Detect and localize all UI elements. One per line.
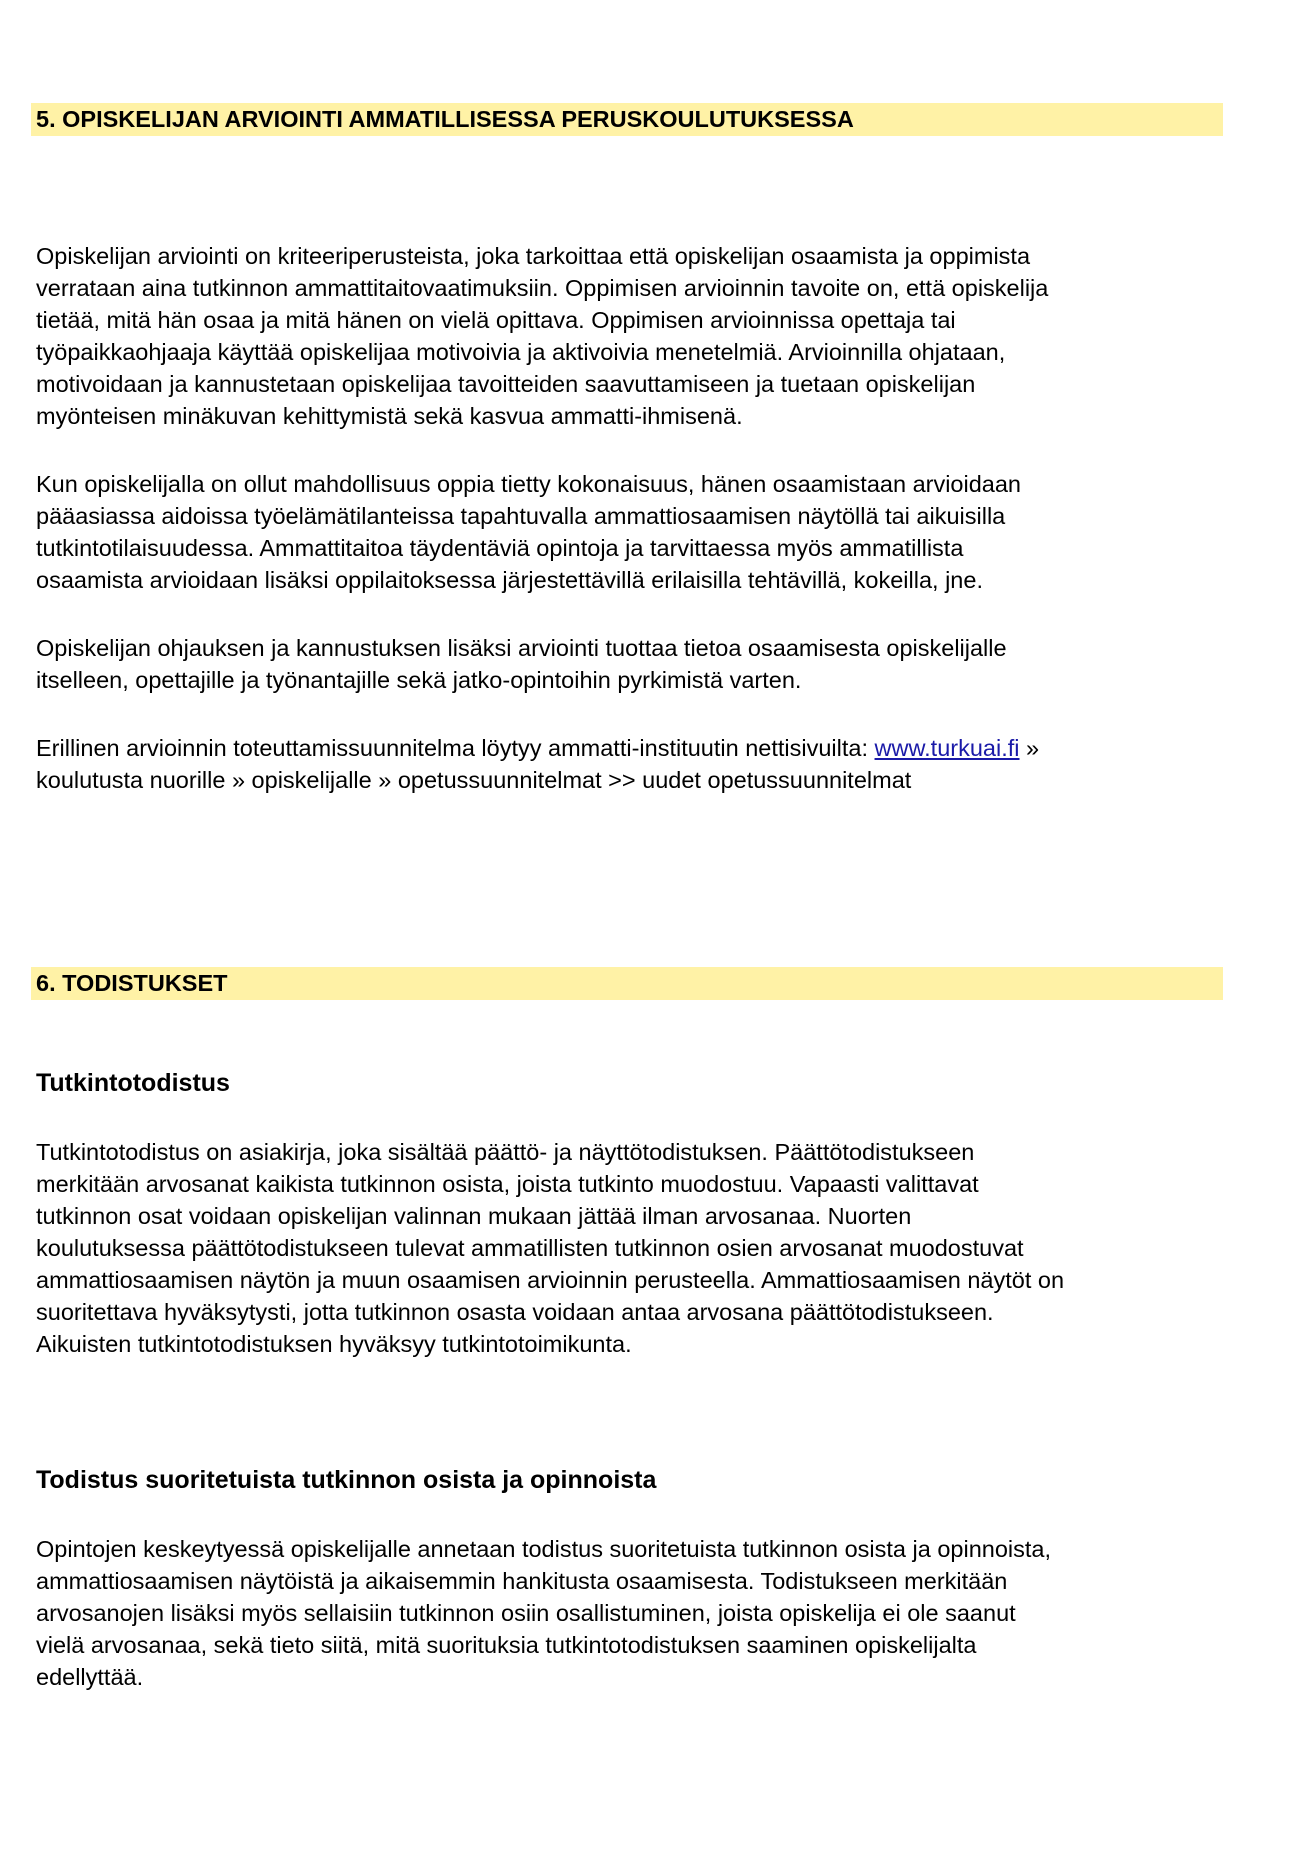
text-line: koulutusta nuorille » opiskelijalle » opetussuunnitelmat >> uudet opetussuunnitelmat [36, 767, 912, 793]
text-line: tutkintotilaisuudessa. Ammattitaitoa täydentäviä opintoja ja tarvittaessa myös ammatillista [36, 535, 964, 561]
todistus-suoritetuista-heading: Todistus suoritetuista tutkinnon osista ja opinnoista [36, 1466, 657, 1494]
section-6-heading: 6. TODISTUKSET [31, 967, 1223, 1000]
text-line: vielä arvosanaa, sekä tieto siitä, mitä suorituksia tutkintotodistuksen saaminen opiskelijalta [36, 1632, 977, 1658]
text-line [36, 732, 1276, 764]
tutkintotodistus-paragraph [36, 1136, 1276, 1360]
text-line: myönteisen minäkuvan kehittymistä sekä kasvua ammatti-ihmisenä. [36, 403, 743, 429]
text-line: Opintojen keskeytyessä opiskelijalle annetaan todistus suoritetuista tutkinnon osista ja opinnoista, [36, 1536, 1052, 1562]
text-line: tutkinnon osat voidaan opiskelijan valinnan mukaan jättää ilman arvosanaa. Nuorten [36, 1203, 912, 1229]
section-5-paragraph-3 [36, 632, 1276, 696]
text-line: pääasiassa aidoissa työelämätilanteissa tapahtuvalla ammattiosaamisen näytöllä tai aikuisilla [36, 503, 1006, 529]
section-5-heading: 5. OPISKELIJAN ARVIOINTI AMMATILLISESSA PERUSKOULUTUKSESSA [31, 103, 1223, 136]
text-line: Aikuisten tutkintotodistuksen hyväksyy tutkintotoimikunta. [36, 1331, 632, 1357]
text-line: ammattiosaamisen näytöistä ja aikaisemmin hankitusta osaamisesta. Todistukseen merkitään [36, 1568, 1008, 1594]
link-prefix: Erillinen arvioinnin toteuttamissuunnitelma löytyy ammatti-instituutin nettisivuilta: [36, 735, 875, 761]
section-5-paragraph-4 [36, 732, 1276, 796]
text-line: Tutkintotodistus on asiakirja, joka sisältää päättö- ja näyttötodistuksen. Päättötodistukseen [36, 1139, 975, 1165]
text-line: verrataan aina tutkinnon ammattitaitovaatimuksiin. Oppimisen arvioinnin tavoite on, että opiskelija [36, 275, 1049, 301]
text-line: merkitään arvosanat kaikista tutkinnon osista, joista tutkinto muodostuu. Vapaasti valittavat [36, 1171, 979, 1197]
text-line: edellyttää. [36, 1664, 144, 1690]
text-line: itselleen, opettajille ja työnantajille sekä jatko-opintoihin pyrkimistä varten. [36, 667, 802, 693]
text-line: suoritettava hyväksytysti, jotta tutkinnon osasta voidaan antaa arvosana päättötodistukseen. [36, 1299, 994, 1325]
tutkintotodistus-heading: Tutkintotodistus [36, 1069, 230, 1097]
text-line: arvosanojen lisäksi myös sellaisiin tutkinnon osiin osallistuminen, joista opiskelija ei ole saanut [36, 1600, 1016, 1626]
section-5-paragraph-1 [36, 240, 1276, 432]
text-line: Opiskelijan ohjauksen ja kannustuksen lisäksi arviointi tuottaa tietoa osaamisesta opiskelijalle [36, 635, 1007, 661]
todistus-suoritetuista-paragraph [36, 1533, 1276, 1693]
turkuai-link[interactable]: www.turkuai.fi [874, 735, 1020, 761]
section-5-paragraph-2 [36, 468, 1276, 596]
text-line: osaamista arvioidaan lisäksi oppilaitoksessa järjestettävillä erilaisilla tehtävillä, kokeilla, jne. [36, 567, 983, 593]
link-suffix: » [1019, 735, 1040, 761]
text-line: koulutuksessa päättötodistukseen tulevat ammatillisten tutkinnon osien arvosanat muodostuvat [36, 1235, 1024, 1261]
text-line: Kun opiskelijalla on ollut mahdollisuus oppia tietty kokonaisuus, hänen osaamistaan arvioidaan [36, 471, 1022, 497]
text-line: ammattiosaamisen näytön ja muun osaamisen arvioinnin perusteella. Ammattiosaamisen näytöt on [36, 1267, 1065, 1293]
text-line: Opiskelijan arviointi on kriteeriperusteista, joka tarkoittaa että opiskelijan osaamista ja oppimista [36, 243, 1031, 269]
text-line: motivoidaan ja kannustetaan opiskelijaa tavoitteiden saavuttamiseen ja tuetaan opiskelijan [36, 371, 976, 397]
text-line: työpaikkaohjaaja käyttää opiskelijaa motivoivia ja aktivoivia menetelmiä. Arvioinnilla ohjataan, [36, 339, 1006, 365]
text-line: tietää, mitä hän osaa ja mitä hänen on vielä opittava. Oppimisen arvioinnissa opettaja tai [36, 307, 956, 333]
